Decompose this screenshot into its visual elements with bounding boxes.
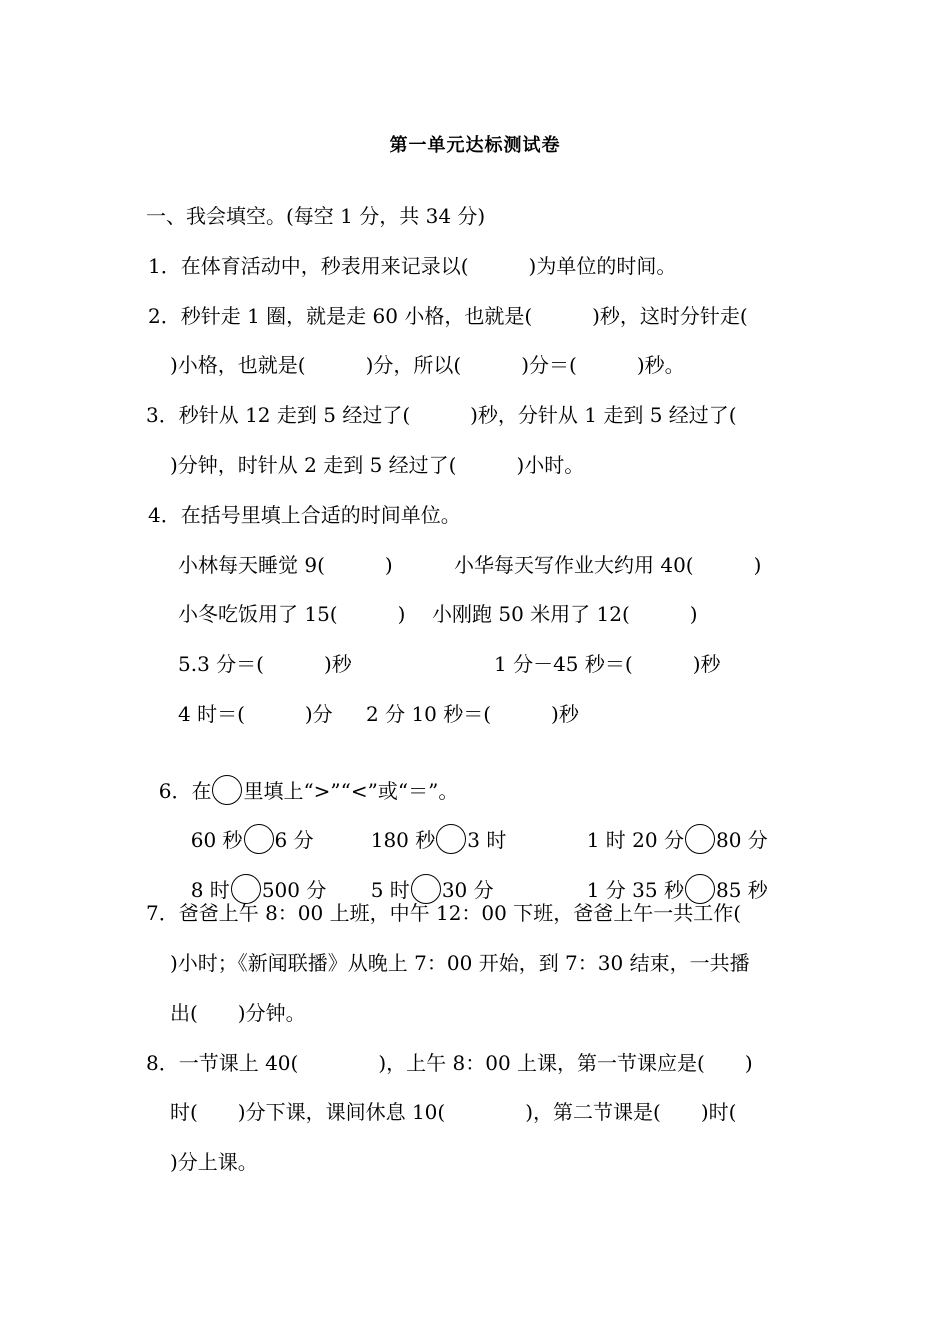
question-8-line-2: 时( )分下课，课间休息 10( )，第二节课是( )时(: [170, 1100, 737, 1124]
question-3-line-2: )分钟，时针从 2 走到 5 经过了( )小时。: [170, 453, 585, 477]
exam-title: 第一单元达标测试卷: [389, 135, 561, 156]
comparison-circle-icon[interactable]: [411, 874, 441, 904]
question-6-suffix: 里填上“>”“<”或“＝”。: [243, 779, 459, 803]
question-4-item: 5.3 分＝( )秒: [178, 652, 352, 676]
comparison-item: 8 时 500 分: [178, 850, 326, 904]
question-6-prompt: [146, 751, 458, 805]
comparison-item: 1 分 35 秒 85 秒: [574, 850, 768, 904]
question-7-line-2: )小时；《新闻联播》从晚上 7：00 开始，到 7：30 结束，一共播: [170, 951, 750, 975]
question-4-prompt: 4．在括号里填上合适的时间单位。: [148, 503, 461, 527]
question-8-line-3: )分上课。: [170, 1150, 258, 1174]
comparison-item: 180 秒 3 时: [358, 800, 506, 854]
comparison-circle-icon[interactable]: [685, 874, 715, 904]
question-4-item: 小刚跑 50 米用了 12( ): [432, 602, 698, 626]
section-heading: 一、我会填空。(每空 1 分，共 34 分): [146, 204, 486, 228]
question-4-item: 4 时＝( )分: [178, 702, 333, 726]
question-7-line-1: 7．爸爸上午 8：00 上班，中午 12：00 下班，爸爸上午一共工作(: [146, 901, 742, 925]
question-8-line-1: 8．一节课上 40( )，上午 8：00 上课，第一节课应是( ): [146, 1051, 753, 1075]
question-2-line-1: 2．秒针走 1 圈，就是走 60 小格，也就是( )秒，这时分针走(: [148, 304, 748, 328]
question-6-prefix: 6．在: [158, 779, 212, 803]
comparison-item: 60 秒 6 分: [178, 800, 314, 854]
question-4-item: 小冬吃饭用了 15( ): [178, 602, 406, 626]
comparison-circle-icon[interactable]: [231, 874, 261, 904]
question-3-line-1: 3．秒针从 12 走到 5 经过了( )秒，分针从 1 走到 5 经过了(: [146, 403, 737, 427]
question-4-item: 小华每天写作业大约用 40( ): [454, 553, 762, 577]
question-4-item: 2 分 10 秒＝( )秒: [366, 702, 579, 726]
question-4-item: 1 分－45 秒＝( )秒: [494, 652, 721, 676]
question-2-line-2: )小格，也就是( )分，所以( )分＝( )秒。: [170, 353, 685, 377]
question-4-item: 小林每天睡觉 9( ): [178, 553, 393, 577]
question-7-line-3: 出( )分钟。: [170, 1001, 306, 1025]
question-1: 1．在体育活动中，秒表用来记录以( )为单位的时间。: [148, 254, 677, 278]
comparison-item: 5 时 30 分: [358, 850, 494, 904]
comparison-item: 1 时 20 分 80 分: [574, 800, 768, 854]
